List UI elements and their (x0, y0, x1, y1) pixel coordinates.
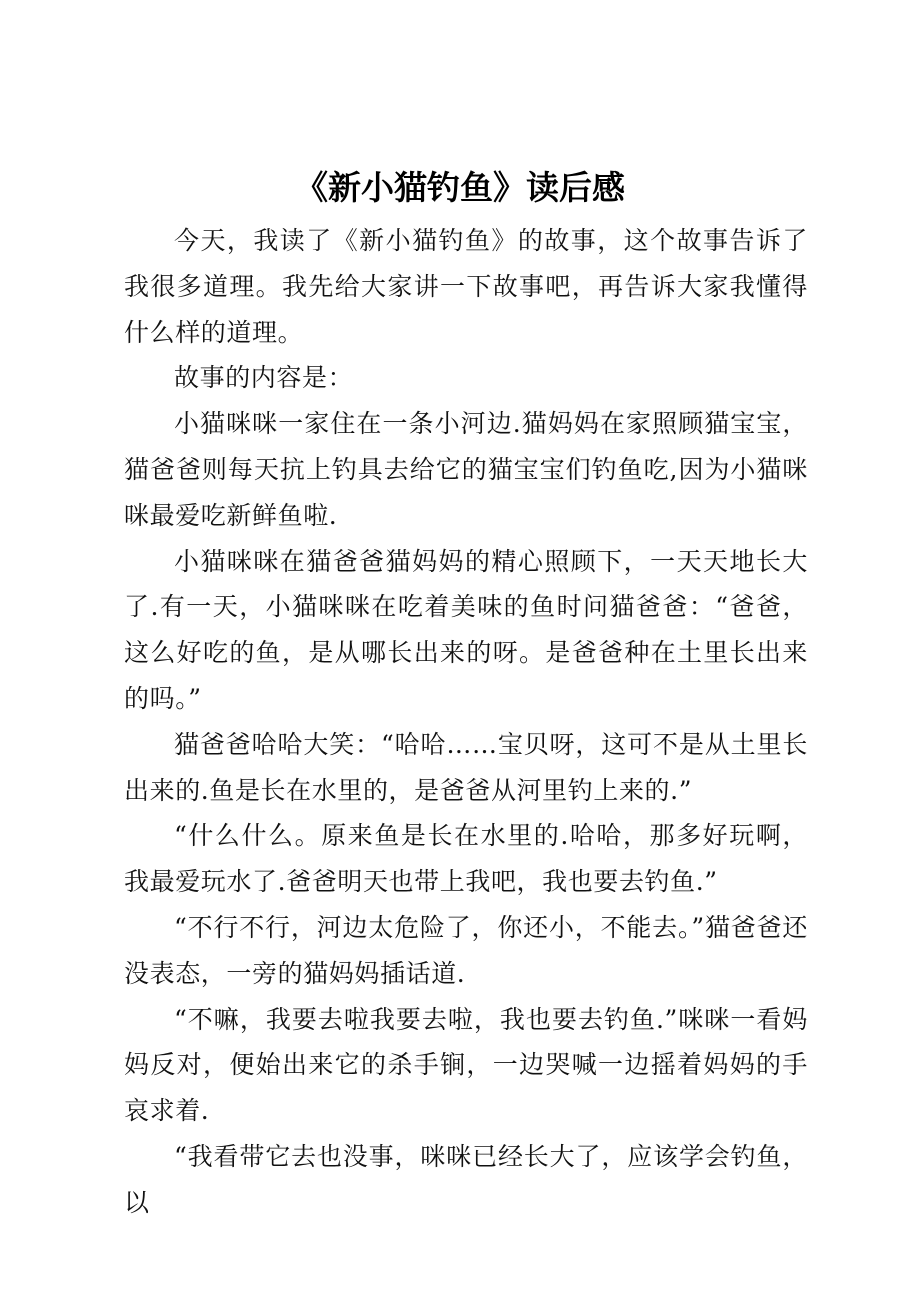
paragraph-story-2: 小猫咪咪在猫爸爸猫妈妈的精心照顾下，一天天地长大了.有一天，小猫咪咪在吃着美味的鱼时问猫爸爸：“爸爸，这么好吃的鱼，是从哪长出来的呀。是爸爸种在土里长出来的吗。” (124, 546, 808, 713)
paragraph-story-1: 小猫咪咪一家住在一条小河边.猫妈妈在家照顾猫宝宝，猫爸爸则每天抗上钓具去给它的猫宝宝们钓鱼吃,因为小猫咪咪最爱吃新鲜鱼啦. (124, 409, 808, 530)
paragraph-intro: 今天，我读了《新小猫钓鱼》的故事，这个故事告诉了我很多道理。我先给大家讲一下故事吧，再告诉大家我懂得什么样的道理。 (124, 226, 808, 347)
paragraph-story-5: “不行不行，河边太危险了，你还小，不能去。”猫爸爸还没表态，一旁的猫妈妈插话道. (124, 912, 808, 988)
paragraph-story-7: “我看带它去也没事，咪咪已经长大了，应该学会钓鱼，以 (124, 1141, 808, 1217)
paragraph-story-heading: 故事的内容是： (174, 363, 354, 393)
paragraph-story-3: 猫爸爸哈哈大笑：“哈哈……宝贝呀，这可不是从土里长出来的.鱼是长在水里的，是爸爸从河里钓上来的.” (124, 729, 808, 805)
document-body (124, 218, 808, 1226)
paragraph-story-6: “不嘛，我要去啦我要去啦，我也要去钓鱼.”咪咪一看妈妈反对，便始出来它的杀手锏，一边哭喊一边摇着妈妈的手哀求着. (124, 1004, 808, 1126)
document-title: 《新小猫钓鱼》读后感 (295, 168, 625, 207)
paragraph-story-4: “什么什么。原来鱼是长在水里的.哈哈，那多好玩啊，我最爱玩水了.爸爸明天也带上我吧，我也要去钓鱼.” (124, 821, 808, 897)
